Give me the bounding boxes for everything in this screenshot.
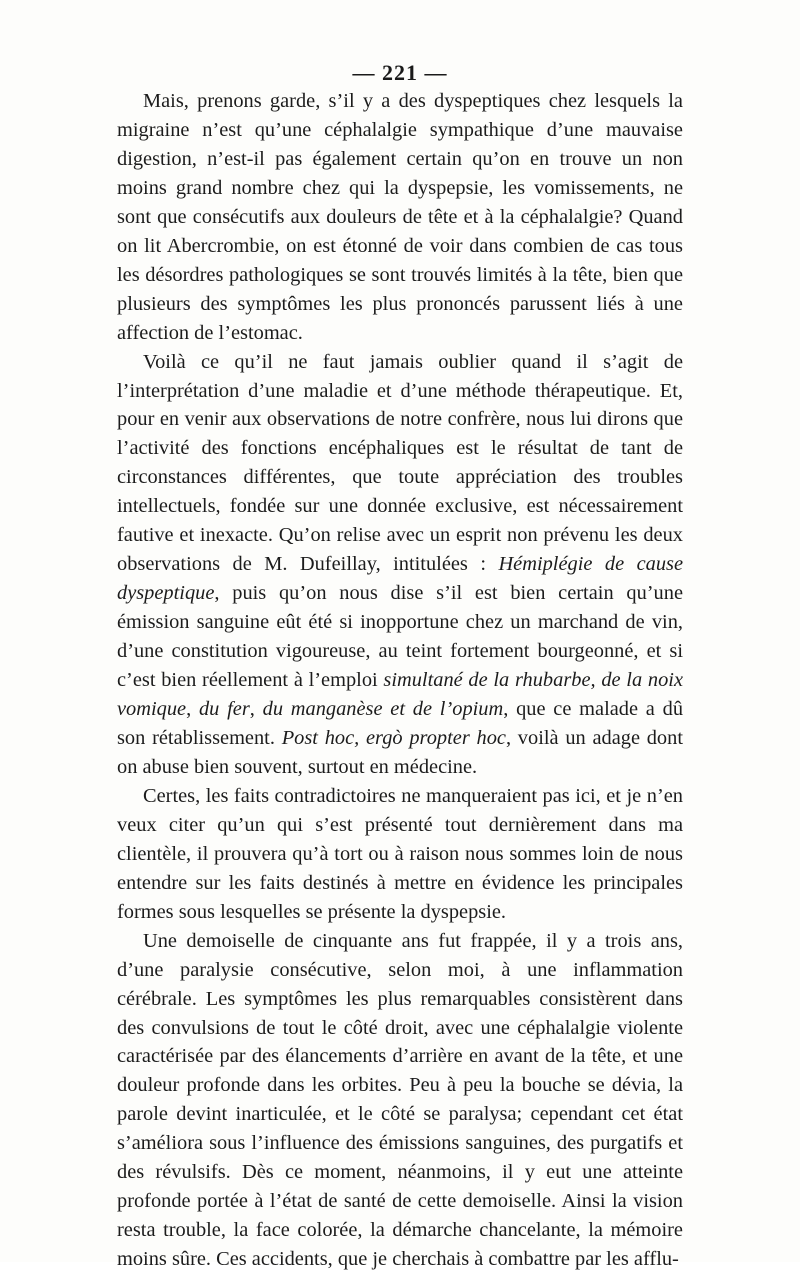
page-number: — 221 — (352, 60, 448, 85)
paragraph (117, 87, 683, 348)
italic-text: Hémiplégie de cause dyspeptique (117, 553, 683, 605)
body-text (117, 87, 683, 1274)
paragraph (117, 348, 683, 782)
paragraph (117, 782, 683, 927)
text-run: , (249, 698, 263, 721)
italic-text: simultané de la rhubarbe, de la noix vomique (117, 669, 683, 721)
text-run: , (186, 698, 199, 721)
paragraph (117, 927, 683, 1274)
text-run: Certes, les faits contradictoires ne manqueraient pas ici, et je n’en veux citer qu’un qui s’est présenté tout dernièrement dans ma clientèle, il prouvera qu’à tort ou à raison nous sommes loin de nous entendre sur les faits destinés à mettre en évidence les principales formes sous lesquelles se présente la dyspepsie. (117, 784, 683, 923)
text-run: Voilà ce qu’il ne faut jamais oublier quand il s’agit de l’interprétation d’une maladie et d’une méthode thérapeutique. Et, pour en venir aux observations de notre confrère, nous lui dirons que l’activité des fonctions encéphaliques est le résultat de tant de circonstances différentes, que toute appréciation des troubles intellectuels, fondée sur une donnée exclusive, est nécessairement fautive et inexacte. Qu’on relise avec un esprit non prévenu les deux observations de M. Dufeillay, intitulées : (117, 350, 683, 576)
italic-text: Post hoc, ergò propter hoc (281, 726, 506, 749)
italic-text: du manganèse et de l’opium (262, 698, 504, 721)
text-run: Une demoiselle de cinquante ans fut frappée, il y a trois ans, d’une paralysie consécutive, selon moi, à une inflammation cérébrale. Les symptômes les plus remarquables consistèrent dans des convulsions de tout le côté droit, avec une céphalalgie violente caractérisée par des élancements d’arrière en avant de la tête, et une douleur profonde dans les orbites. Peu à peu la bouche se dévia, la parole devint inarticulée, et le côté se paralysa; cependant cet état s’améliora sous l’influence des émissions sanguines, des purgatifs et des révulsifs. Dès ce moment, néanmoins, il y eut une atteinte profonde portée à l’état de santé de cette demoiselle. Ainsi la vision resta trouble, la face colorée, la démarche chancelante, la mémoire moins sûre. Ces accidents, que je cherchais à combattre par les afflu- (117, 929, 683, 1271)
text-run: , puis qu’on nous dise s’il est bien certain qu’une émission sanguine eût été si inopportune chez un marchand de vin, d’une constitution vigoureuse, au teint fortement bourgeonné, et si c’est bien réellement à l’emploi (117, 582, 683, 692)
italic-text: du fer (198, 698, 250, 721)
text-run: , que ce malade a dû son rétablissement. (117, 698, 684, 749)
text-run: , voilà un adage dont on abuse bien souvent, surtout en médecine. (117, 726, 683, 778)
text-run: Mais, prenons garde, s’il y a des dyspeptiques chez lesquels la migraine n’est qu’une céphalalgie sympathique d’une mauvaise digestion, n’est-il pas également certain qu’on en trouve un non moins grand nombre chez qui la dyspepsie, les vomissements, ne sont que consécutifs aux douleurs de tête et à la céphalalgie? Quand on lit Abercrombie, on est étonné de voir dans combien de cas tous les désordres pathologiques se sont trouvés limités à la tête, bien que plusieurs des symptômes les plus prononcés parussent liés à une affection de l’estomac. (117, 90, 683, 344)
